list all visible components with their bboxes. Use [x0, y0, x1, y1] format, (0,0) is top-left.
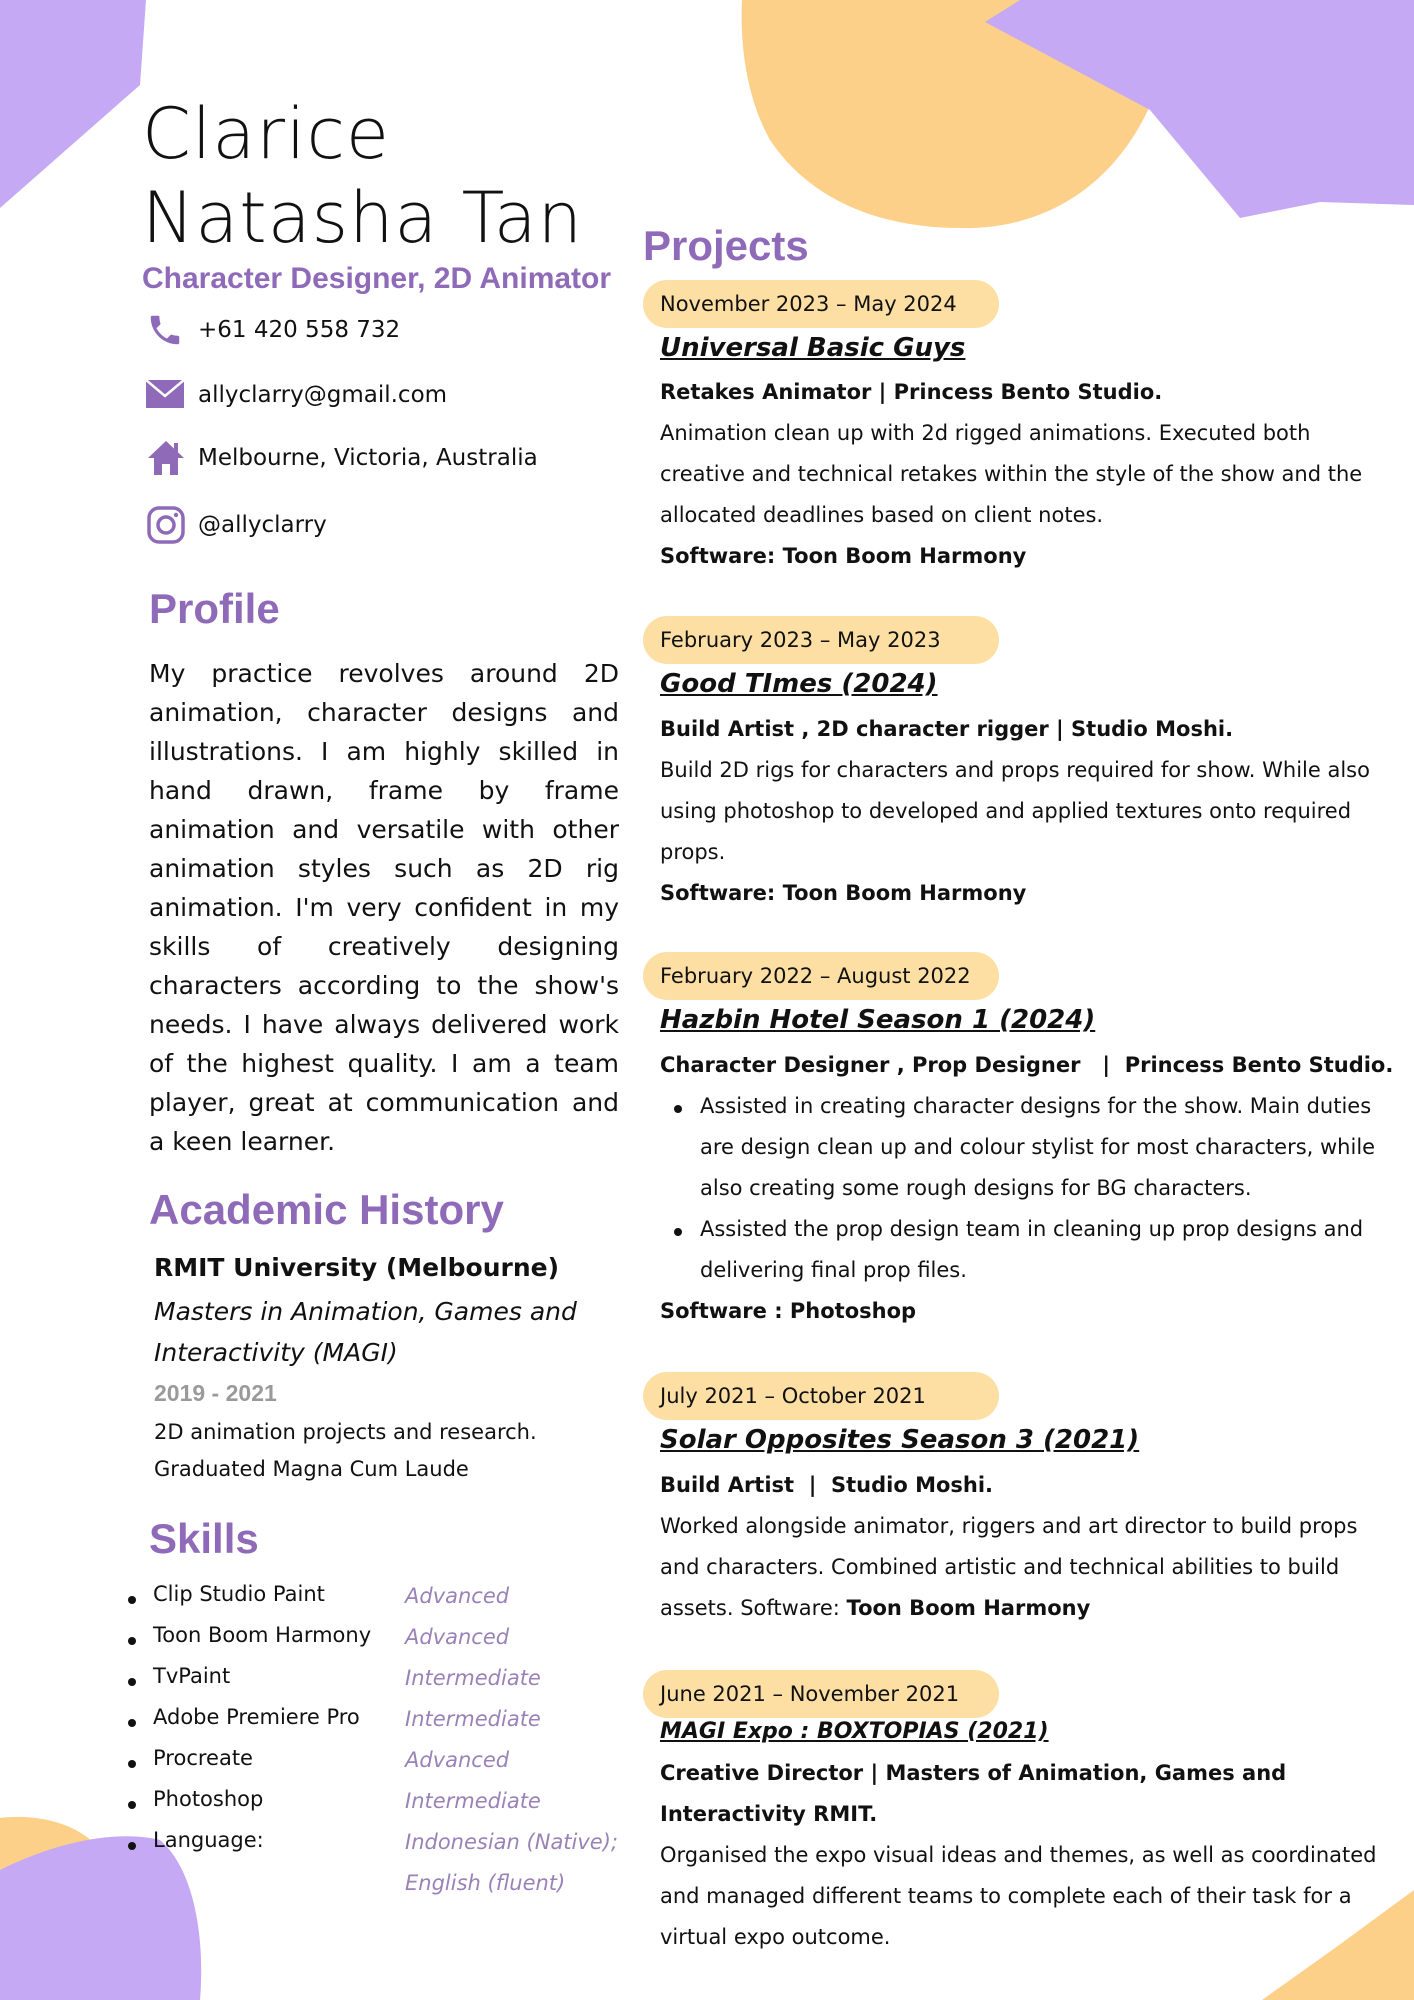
skill-name: Procreate — [153, 1746, 253, 1770]
project-bullet-line: delivering final prop files. — [700, 1258, 967, 1282]
skill-level: Intermediate — [405, 1707, 541, 1731]
skill-name: Language: — [153, 1828, 264, 1852]
academic-school: RMIT University (Melbourne) — [154, 1253, 560, 1282]
project-description-line — [660, 1596, 1090, 1620]
contact-phone-row — [146, 310, 400, 350]
bullet — [128, 1678, 136, 1686]
phone-number[interactable]: +61 420 558 732 — [198, 317, 401, 343]
project-title: Hazbin Hotel Season 1 (2024) — [660, 1005, 1096, 1035]
project-software: Software: Toon Boom Harmony — [660, 544, 1027, 568]
academic-years: 2019 - 2021 — [154, 1380, 277, 1406]
skill-level: Advanced — [405, 1625, 510, 1649]
project-software: Software: Toon Boom Harmony — [660, 881, 1027, 905]
email-address[interactable]: allyclarry@gmail.com — [198, 382, 448, 408]
name-second-line: Natasha Tan — [142, 177, 584, 259]
job-title: Character Designer, 2D Animator — [142, 262, 612, 295]
project-role: Build Artist , 2D character rigger | Studio Moshi. — [660, 717, 1234, 741]
skill-level: Intermediate — [405, 1666, 541, 1690]
skill-level: Advanced — [405, 1748, 510, 1772]
skill-item — [124, 1746, 644, 1787]
contact-email-row — [146, 375, 447, 415]
academic-heading: Academic History — [149, 1186, 504, 1233]
location: Melbourne, Victoria, Australia — [198, 445, 538, 471]
academic-detail-line: 2D animation projects and research. — [154, 1420, 537, 1444]
project-description-line: allocated deadlines based on client notes. — [660, 503, 1104, 527]
skill-level: Advanced — [405, 1584, 510, 1608]
project-description-line: Organised the expo visual ideas and themes, as well as coordinated — [660, 1843, 1377, 1867]
mail-icon — [146, 375, 188, 415]
project-date-pill: February 2023 – May 2023 — [643, 616, 999, 664]
bullet — [128, 1760, 136, 1768]
project-bullet-line: are design clean up and colour stylist for most characters, while — [700, 1135, 1376, 1159]
project-description-line: using photoshop to developed and applied textures onto required — [660, 799, 1352, 823]
skill-item — [124, 1582, 644, 1623]
academic-degree: Masters in Animation, Games and Interactivity (MAGI) — [154, 1297, 577, 1367]
phone-icon — [146, 310, 188, 350]
skill-name: Clip Studio Paint — [153, 1582, 325, 1606]
project-title: MAGI Expo : BOXTOPIAS (2021) — [660, 1719, 1049, 1744]
instagram-handle[interactable]: @allyclarry — [198, 512, 327, 538]
project-software: Software : Photoshop — [660, 1299, 917, 1323]
skill-level: Indonesian (Native); — [405, 1830, 618, 1854]
project-role: Character Designer , Prop Designer | Princess Bento Studio. — [660, 1053, 1394, 1077]
project-description-line: Build 2D rigs for characters and props required for show. While also — [660, 758, 1370, 782]
instagram-icon — [146, 505, 188, 545]
top-left-lavender-blob — [0, 0, 146, 208]
project-role: Creative Director | Masters of Animation, Games and — [660, 1761, 1287, 1785]
skill-name: Photoshop — [153, 1787, 264, 1811]
project-title: Solar Opposites Season 3 (2021) — [660, 1425, 1140, 1455]
projects-heading: Projects — [643, 222, 809, 269]
name-first-line: Clarice — [142, 93, 391, 175]
skill-item — [124, 1828, 644, 1869]
description-text: assets. Software: — [660, 1596, 847, 1620]
project-description-line: creative and technical retakes within the style of the show and the — [660, 462, 1363, 486]
bullet — [128, 1842, 136, 1850]
contact-instagram-row — [146, 505, 327, 545]
skill-name: Toon Boom Harmony — [153, 1623, 372, 1647]
project-date-pill: June 2021 – November 2021 — [643, 1670, 999, 1718]
project-date-pill: July 2021 – October 2021 — [643, 1372, 999, 1420]
skill-name: TvPaint — [153, 1664, 231, 1688]
project-bullet-line: also creating some rough designs for BG characters. — [700, 1176, 1252, 1200]
bullet — [128, 1719, 136, 1727]
skill-name: Adobe Premiere Pro — [153, 1705, 360, 1729]
project-title: Good TImes (2024) — [660, 669, 938, 699]
software-name: Toon Boom Harmony — [846, 1596, 1091, 1620]
project-role: Interactivity RMIT. — [660, 1802, 878, 1826]
project-description-line: and characters. Combined artistic and technical abilities to build — [660, 1555, 1340, 1579]
project-role: Build Artist | Studio Moshi. — [660, 1473, 994, 1497]
skill-item-continued — [124, 1869, 644, 1910]
project-description-line: Worked alongside animator, riggers and art director to build props — [660, 1514, 1358, 1538]
skills-list — [124, 1582, 644, 1910]
skill-item — [124, 1787, 644, 1828]
project-description-line: virtual expo outcome. — [660, 1925, 891, 1949]
bullet — [128, 1637, 136, 1645]
home-icon — [146, 438, 188, 478]
project-bullet-line: Assisted the prop design team in cleaning up prop designs and — [700, 1217, 1364, 1241]
profile-text: My practice revolves around 2D animation, character designs and illustrations. I am highly skilled in hand drawn, frame by frame animation and versatile with other animation styles such as 2D rig animation. I'm very confident in my skills of creatively designing characters according to the show's needs. I have always delivered work of the highest quality. I am a team player, great at communication and a keen learner. — [149, 659, 619, 1156]
project-bullet-line: Assisted in creating character designs for the show. Main duties — [700, 1094, 1372, 1118]
project-title: Universal Basic Guys — [660, 333, 966, 363]
project-description-line: Animation clean up with 2d rigged animations. Executed both — [660, 421, 1311, 445]
bullet — [674, 1228, 682, 1236]
candidate-name — [142, 92, 583, 260]
project-role: Retakes Animator | Princess Bento Studio. — [660, 380, 1163, 404]
bullet — [128, 1596, 136, 1604]
skill-item — [124, 1705, 644, 1746]
profile-heading: Profile — [149, 585, 280, 632]
project-date-pill: November 2023 – May 2024 — [643, 280, 999, 328]
skill-item — [124, 1623, 644, 1664]
project-description-line: and managed different teams to complete each of their task for a — [660, 1884, 1352, 1908]
skills-heading: Skills — [149, 1515, 259, 1562]
bullet — [674, 1105, 682, 1113]
skill-level: English (fluent) — [405, 1871, 566, 1895]
contact-location-row — [146, 438, 538, 478]
bullet — [128, 1801, 136, 1809]
skill-level: Intermediate — [405, 1789, 541, 1813]
skill-item — [124, 1664, 644, 1705]
project-date-pill: February 2022 – August 2022 — [643, 952, 999, 1000]
academic-detail-line: Graduated Magna Cum Laude — [154, 1457, 469, 1481]
project-description-line: props. — [660, 840, 726, 864]
